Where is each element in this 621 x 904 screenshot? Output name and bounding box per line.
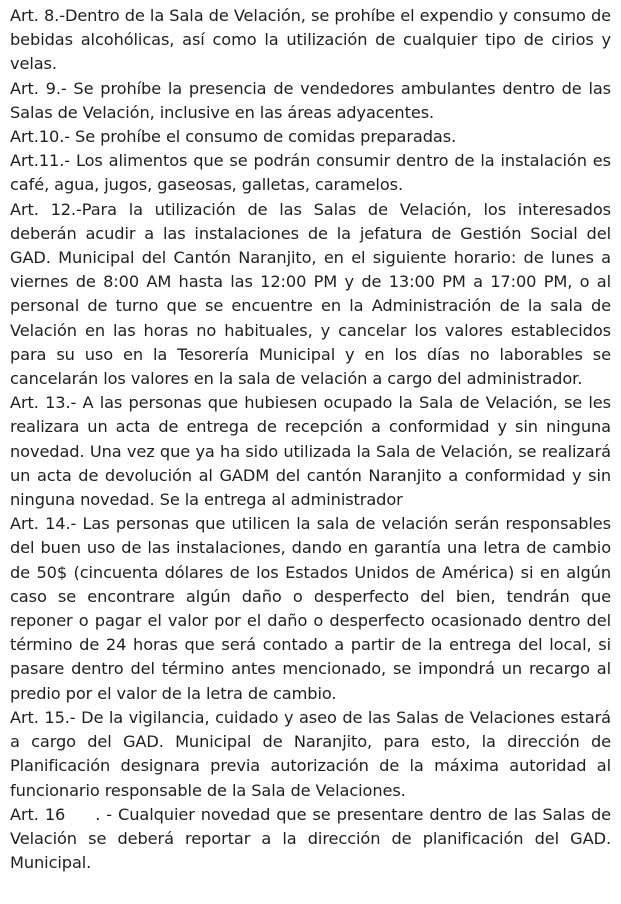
article-8: Art. 8.-Dentro de la Sala de Velación, se prohíbe el expendio y consumo de bebidas alcohólicas, así como la utilización de cualquier tipo de cirios y velas. [10, 6, 611, 74]
article-13: Art. 13.- A las personas que hubiesen ocupado la Sala de Velación, se les realizara un acta de entrega de recepción a conformidad y sin ninguna novedad. Una vez que ya ha sido utilizada la Sala de Velación, se realizará un acta de devolución al GADM del cantón Naranjito a conformidad y sin ninguna novedad. Se la entrega al administrador [10, 393, 611, 510]
article-15: Art. 15.- De la vigilancia, cuidado y aseo de las Salas de Velaciones estará a cargo del GAD. Municipal de Naranjito, para esto, la dirección de Planificación designara previa autorización de la máxima autoridad al funcionario responsable de la Sala de Velaciones. [10, 707, 611, 800]
article-10: Art.10.- Se prohíbe el consumo de comidas preparadas. [10, 127, 457, 147]
article-12: Art. 12.-Para la utilización de las Salas de Velación, los interesados deberán acudir a las instalaciones de la jefatura de Gestión Social del GAD. Municipal del Cantón Naranjito, en el siguiente horario: de lunes a viernes de 8:00 AM hasta las 12:00 PM y de 13:00 PM a 17:00 PM, o al personal de turno que se encuentre en la Administración de la sala de Velación en las horas no habituales, y cancelar los valores establecidos para su uso en la Tesorería Municipal y en los días no laborables se cancelarán los valores en la sala de velación a cargo del administrador. [10, 199, 611, 389]
article-9: Art. 9.- Se prohíbe la presencia de vendedores ambulantes dentro de las Salas de Velación, inclusive en las áreas adyacentes. [10, 78, 611, 122]
article-11: Art.11.- Los alimentos que se podrán consumir dentro de la instalación es café, agua, jugos, gaseosas, galletas, caramelos. [10, 151, 611, 195]
article-14: Art. 14.- Las personas que utilicen la sala de velación serán responsables del buen uso de las instalaciones, dando en garantía una letra de cambio de 50$ (cincuenta dólares de los Estados Unidos de América) si en algún caso se encontrare algún daño o desperfecto del bien, tendrán que reponer o pagar el valor por el daño o desperfecto ocasionado dentro del término de 24 horas que será contado a partir de la entrega del local, si pasare dentro del término antes mencionado, se impondrá un recargo al predio por el valor de la letra de cambio. [10, 514, 611, 703]
article-16: Art. 16 . - Cualquier novedad que se presentare dentro de las Salas de Velación se deberá reportar a la dirección de planificación del GAD. Municipal. [10, 804, 617, 873]
